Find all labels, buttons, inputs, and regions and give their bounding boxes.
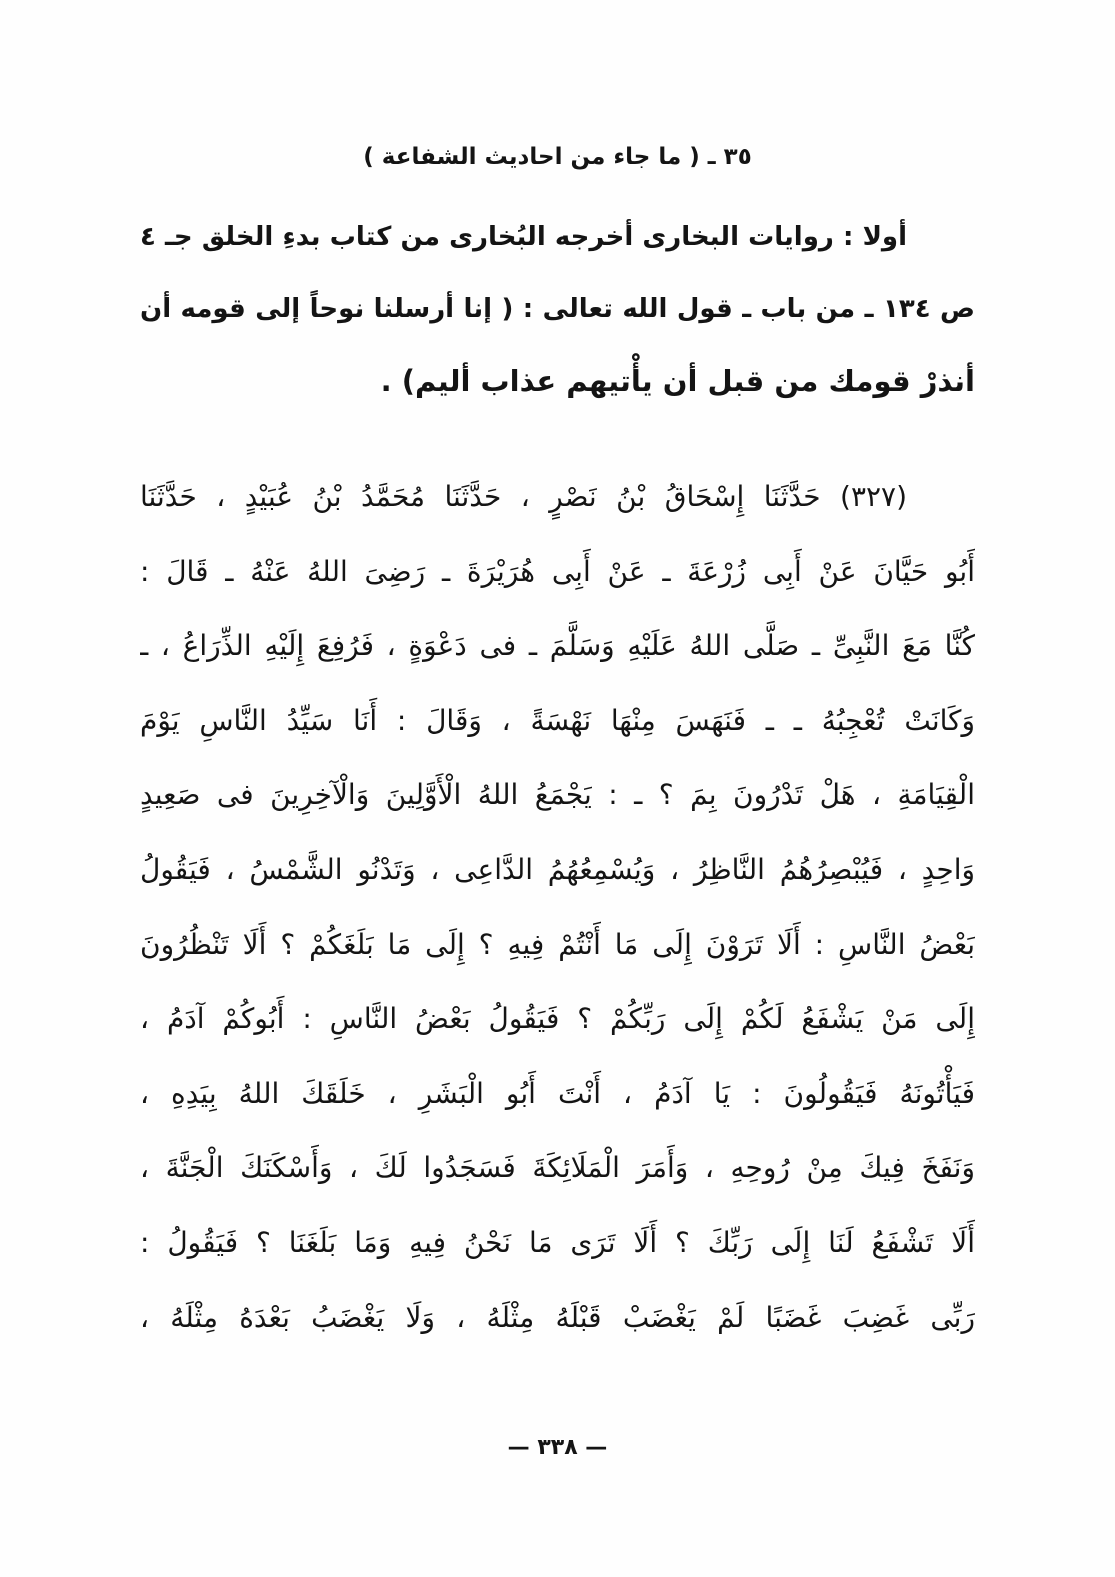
intro-paragraph	[140, 201, 975, 417]
hadith-line: أَلَا تَشْفَعُ لَنَا إِلَى رَبِّكَ ؟ أَلَا تَرَى مَا نَحْنُ فِيهِ وَمَا بَلَغَنَا ؟ فَيَقُولُ :	[140, 1225, 975, 1259]
chapter-heading: ٣٥ ـ ( ما جاء من احاديث الشفاعة )	[363, 144, 752, 170]
hadith-line: كُنَّا مَعَ النَّبِىِّ ـ صَلَّى اللهُ عَلَيْهِ وَسَلَّمَ ـ فى دَعْوَةٍ ، فَرُفِعَ إِلَيْهِ الذِّرَاعُ ، ـ	[140, 629, 975, 663]
page-number: — ٣٣٨ —	[507, 1435, 608, 1460]
hadith-line: رَبِّى غَضِبَ غَضَبًا لَمْ يَغْضَبْ قَبْلَهُ مِثْلَهُ ، وَلَا يَغْضَبُ بَعْدَهُ مِثْلَهُ ،	[140, 1300, 975, 1334]
hadith-line: إِلَى مَنْ يَشْفَعُ لَكُمْ إِلَى رَبِّكُمْ ؟ فَيَقُولُ بَعْضُ النَّاسِ : أَبُوكُمْ آدَمُ ،	[140, 1002, 975, 1036]
hadith-line: الْقِيَامَةِ ، هَلْ تَدْرُونَ بِمَ ؟ ـ : يَجْمَعُ اللهُ الْأَوَّلِينَ وَالْآخِرِينَ فى صَعِيدٍ	[140, 778, 975, 812]
hadith-line: وَاحِدٍ ، فَيُبْصِرُهُمُ النَّاظِرُ ، وَيُسْمِعُهُمُ الدَّاعِى ، وَتَدْنُو الشَّمْسُ ، فَيَقُولُ	[140, 852, 975, 886]
intro-line: ص ١٣٤ ـ من باب ـ قول الله تعالى : ( إنا أرسلنا نوحاً إلى قومه أن	[140, 294, 975, 324]
hadith-line: بَعْضُ النَّاسِ : أَلَا تَرَوْنَ إِلَى مَا أَنْتُمْ فِيهِ ؟ إِلَى مَا بَلَغَكُمْ ؟ أَلَا تَنْظُرُونَ	[140, 927, 975, 961]
intro-line: أولا : روايات البخارى أخرجه البُخارى من كتاب بدءِ الخلق جـ ٤	[140, 222, 907, 252]
hadith-line: وَنَفَخَ فِيكَ مِنْ رُوحِهِ ، وَأَمَرَ الْمَلَائِكَةَ فَسَجَدُوا لَكَ ، وَأَسْكَنَكَ الْجَنَّةَ ،	[140, 1151, 975, 1185]
hadith-line: فَيَأْتُونَهُ فَيَقُولُونَ : يَا آدَمُ ، أَنْتَ أَبُو الْبَشَرِ ، خَلَقَكَ اللهُ بِيَدِهِ ،	[140, 1076, 975, 1110]
hadith-line: وَكَانَتْ تُعْجِبُهُ ـ ـ فَنَهَسَ مِنْهَا نَهْسَةً ، وَقَالَ : أَنَا سَيِّدُ النَّاسِ يَوْمَ	[140, 703, 975, 737]
hadith-paragraph	[140, 460, 975, 1355]
hadith-line: (٣٢٧) حَدَّثَنَا إِسْحَاقُ بْنُ نَصْرٍ ، حَدَّثَنَا مُحَمَّدُ بْنُ عُبَيْدٍ ، حَدَّثَنَا	[140, 480, 907, 513]
hadith-line: أَبُو حَيَّانَ عَنْ أَبِى زُرْعَةَ ـ عَنْ أَبِى هُرَيْرَةَ ـ رَضِىَ اللهُ عَنْهُ ـ قَالَ :	[140, 554, 975, 588]
intro-line: أنذرْ قومك من قبل أن يأْتيهم عذاب أليم) .	[380, 364, 975, 398]
